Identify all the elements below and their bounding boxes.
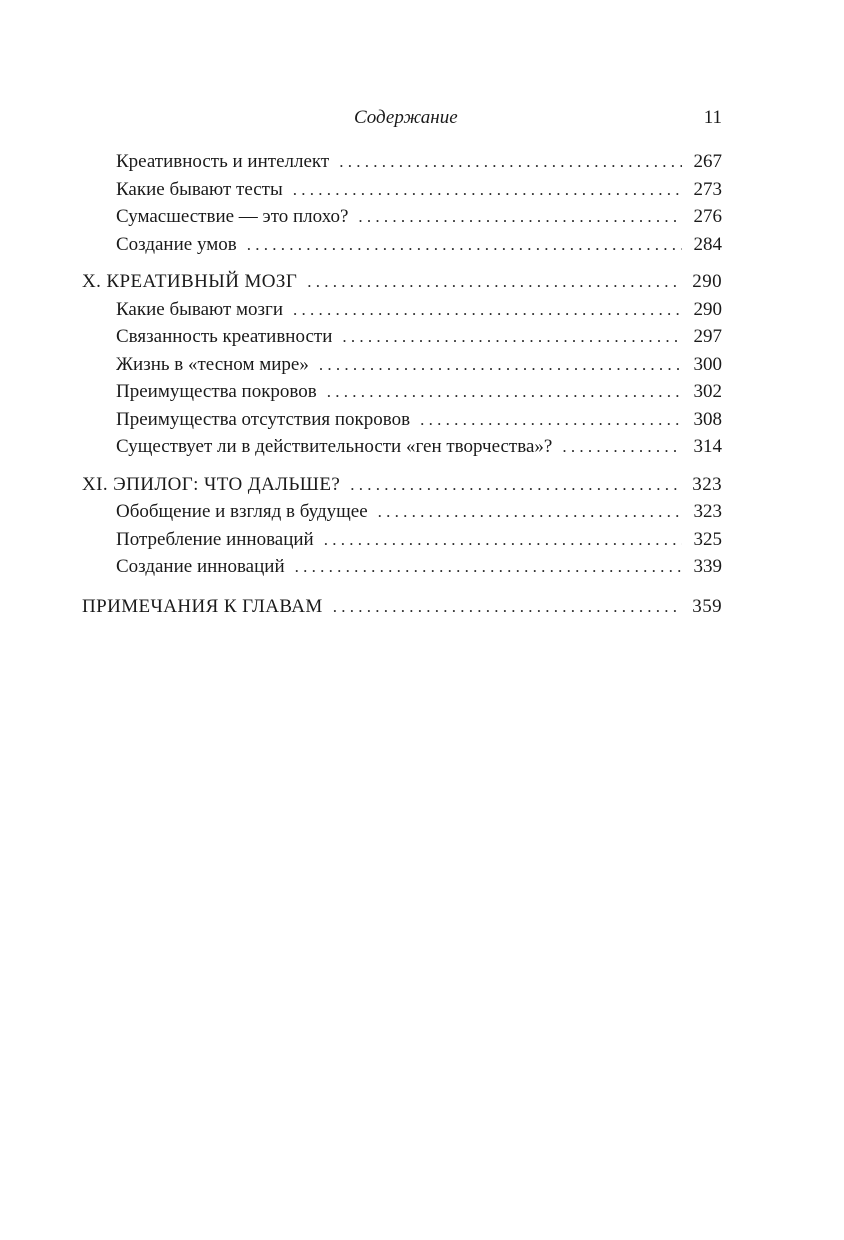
dot-leader bbox=[247, 231, 682, 259]
toc-entry bbox=[82, 231, 722, 259]
toc-entry bbox=[82, 203, 722, 231]
toc-chapter-page: 290 bbox=[692, 271, 722, 292]
toc-entry-title: Жизнь в «тесном мире» bbox=[116, 353, 309, 375]
dot-leader bbox=[327, 378, 682, 406]
toc-entry-title: Создание умов bbox=[116, 233, 237, 255]
dot-leader bbox=[350, 471, 682, 499]
toc-entry-page: 273 bbox=[693, 178, 722, 200]
toc-chapter bbox=[82, 471, 722, 499]
toc-entry bbox=[82, 526, 722, 554]
toc-entry-page: 308 bbox=[693, 408, 722, 430]
toc-entry bbox=[82, 553, 722, 581]
toc-notes-page: 359 bbox=[692, 595, 722, 617]
toc-entry-page: 300 bbox=[693, 353, 722, 375]
toc-entry bbox=[82, 433, 722, 461]
toc-entry-title: Связанность креативности bbox=[116, 326, 333, 347]
table-of-contents bbox=[82, 148, 722, 620]
toc-entry-page: 302 bbox=[693, 381, 722, 402]
dot-leader bbox=[319, 351, 682, 379]
toc-chapter-title: X. КРЕАТИВНЫЙ МОЗГ bbox=[82, 271, 298, 292]
toc-notes bbox=[82, 593, 722, 621]
toc-entry-page: 290 bbox=[693, 298, 722, 320]
toc-entry bbox=[82, 378, 722, 406]
toc-entry-title: Обобщение и взгляд в будущее bbox=[116, 501, 368, 522]
toc-entry-title: Креативность и интеллект bbox=[116, 151, 330, 172]
toc-entry-title: Создание инноваций bbox=[116, 556, 285, 577]
dot-leader bbox=[307, 268, 682, 296]
toc-entry-title: Сумасшествие — это плохо? bbox=[116, 206, 349, 227]
toc-entry bbox=[82, 351, 722, 379]
toc-entry bbox=[82, 176, 722, 204]
toc-entry-page: 276 bbox=[693, 206, 722, 227]
dot-leader bbox=[378, 498, 682, 526]
toc-entry-page: 297 bbox=[693, 326, 722, 347]
running-title: Содержание bbox=[354, 107, 458, 128]
toc-entry-page: 284 bbox=[693, 233, 722, 255]
dot-leader bbox=[342, 323, 682, 351]
toc-entry-page: 323 bbox=[693, 501, 722, 522]
toc-entry-page: 267 bbox=[693, 151, 722, 172]
toc-chapter-page: 323 bbox=[692, 473, 722, 495]
running-head bbox=[0, 104, 844, 132]
toc-entry-title: Преимущества отсутствия покровов bbox=[116, 408, 411, 430]
toc-entry-title: Какие бывают тесты bbox=[116, 178, 283, 200]
toc-entry-title: Существует ли в действительности «ген творчества»? bbox=[116, 436, 553, 457]
toc-entry bbox=[82, 323, 722, 351]
toc-entry-title: Преимущества покровов bbox=[116, 381, 317, 402]
dot-leader bbox=[562, 433, 682, 461]
dot-leader bbox=[293, 176, 682, 204]
toc-entry-page: 325 bbox=[693, 528, 722, 550]
toc-chapter-title: XI. ЭПИЛОГ: ЧТО ДАЛЬШЕ? bbox=[82, 473, 341, 495]
toc-entry bbox=[82, 498, 722, 526]
page-number: 11 bbox=[703, 107, 722, 128]
dot-leader bbox=[295, 553, 682, 581]
toc-entry-title: Какие бывают мозги bbox=[116, 298, 284, 320]
dot-leader bbox=[358, 203, 682, 231]
toc-entry-title: Потребление инноваций bbox=[116, 528, 314, 550]
dot-leader bbox=[324, 526, 682, 554]
dot-leader bbox=[333, 593, 682, 621]
dot-leader bbox=[339, 148, 682, 176]
toc-notes-title: ПРИМЕЧАНИЯ К ГЛАВАМ bbox=[82, 595, 323, 617]
toc-entry bbox=[82, 148, 722, 176]
dot-leader bbox=[293, 296, 682, 324]
toc-chapter bbox=[82, 268, 722, 296]
toc-entry-page: 314 bbox=[693, 436, 722, 457]
toc-entry-page: 339 bbox=[693, 556, 722, 577]
dot-leader bbox=[420, 406, 682, 434]
toc-entry bbox=[82, 296, 722, 324]
toc-entry bbox=[82, 406, 722, 434]
